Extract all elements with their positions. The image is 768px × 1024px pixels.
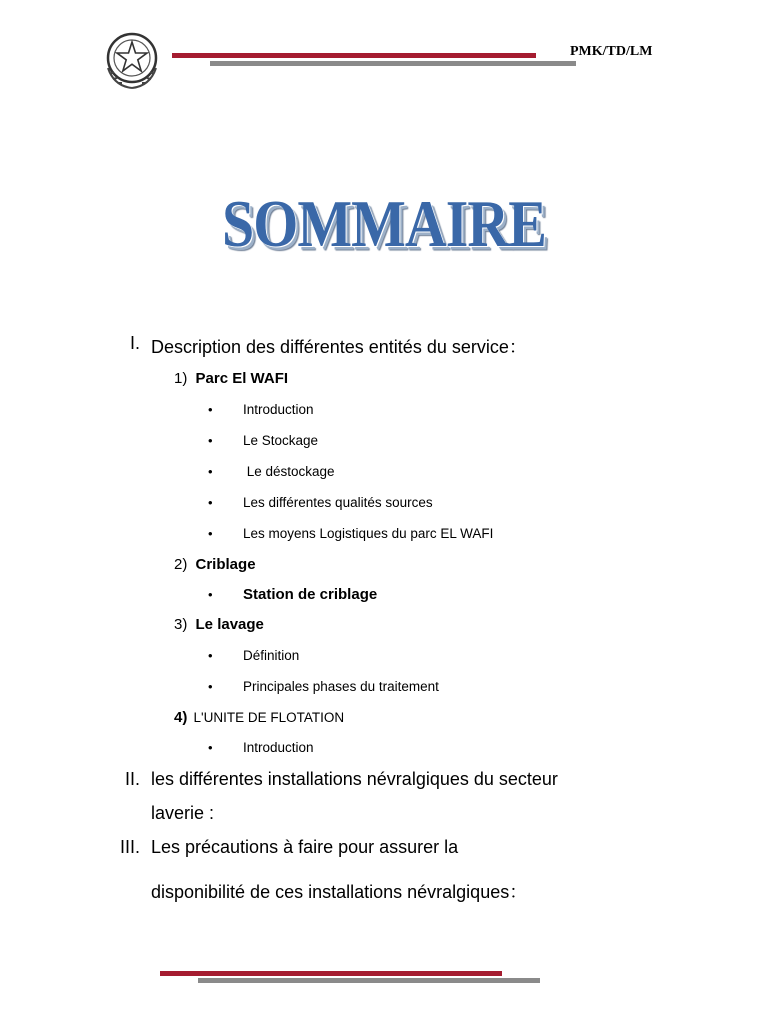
subsection-3-heading [174,616,264,633]
section-1-title: Description des différentes entités du service： [151,337,527,357]
section-2-title-line-2: laverie : [151,803,215,823]
footer-gray-rule [198,978,540,983]
bullet-icon [208,464,213,479]
bullet-icon [208,648,213,663]
header-gray-rule [210,61,576,66]
section-3-title-line-2: disponibilité de ces installations névralgiques： [151,882,528,902]
footer-red-rule [160,971,502,976]
subsection-1-title: Parc El WAFI [195,370,289,387]
section-2-numeral: II. [124,769,140,789]
subsection-1-heading [174,370,288,387]
list-item: Les différentes qualités sources [243,495,433,510]
section-3-title-line-1: Les précautions à faire pour assurer la [151,837,459,857]
section-2-title-line-1: les différentes installations névralgiques du secteur [151,769,558,789]
subsection-4-heading [174,709,344,726]
subsection-2-heading [174,556,256,573]
bullet-icon [208,587,213,602]
subsection-1-number: 1) [174,370,188,387]
list-item: Principales phases du traitement [243,679,439,694]
header-red-rule [172,53,536,58]
bullet-icon [208,433,213,448]
list-item: Le déstockage [243,464,335,479]
page-title: SOMMAIRE [222,186,546,261]
list-item: Introduction [243,402,314,417]
subsection-4-title: L'UNITE DE FLOTATION [193,710,345,725]
subsection-4-number: 4) [174,709,188,726]
subsection-2-title: Criblage [195,556,256,573]
section-1-numeral: I. [129,333,140,353]
document-reference: PMK/TD/LM [570,44,653,59]
subsection-3-title: Le lavage [195,616,264,633]
list-item: Définition [243,648,300,663]
logo-emblem [100,28,164,92]
bullet-icon [208,740,213,755]
bullet-icon [208,495,213,510]
list-item: Le Stockage [243,433,319,448]
list-item: Les moyens Logistiques du parc EL WAFI [243,526,494,541]
bullet-icon [208,526,213,541]
bullet-icon [208,402,213,417]
subsection-3-number: 3) [174,616,188,633]
list-item: Station de criblage [243,586,378,603]
section-3-numeral: III. [119,837,140,857]
bullet-icon [208,679,213,694]
list-item: Introduction [243,740,314,755]
subsection-2-number: 2) [174,556,188,573]
